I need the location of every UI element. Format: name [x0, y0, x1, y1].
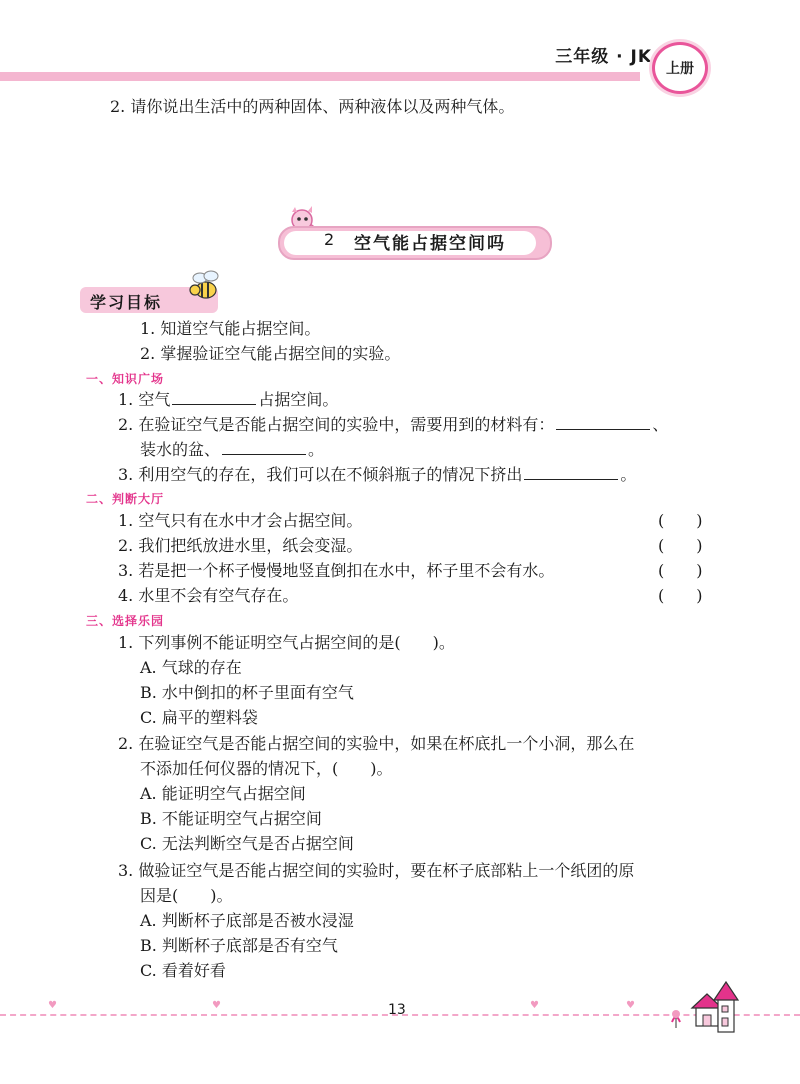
heart-icon: ♥: [48, 1000, 57, 1011]
goal-item: 2. 掌握验证空气能占据空间的实验。: [140, 344, 401, 363]
answer-blank[interactable]: [556, 413, 650, 430]
judge-item: 3. 若是把一个杯子慢慢地竖直倒扣在水中，杯子里不会有水。: [118, 561, 555, 580]
q1-text-post: 占据空间。: [258, 390, 339, 409]
choice-option[interactable]: C. 无法判断空气是否占据空间: [140, 834, 354, 853]
header-bar: [0, 72, 640, 81]
section-heading-judge: 二、判断大厅: [86, 492, 165, 506]
q2-end: 。: [308, 440, 325, 459]
fill-question-2-cont: [140, 438, 324, 461]
judge-item: 2. 我们把纸放进水里，纸会变湿。: [118, 536, 363, 555]
q2-text-cont: 装水的盆、: [140, 440, 221, 459]
answer-blank[interactable]: [172, 388, 256, 405]
answer-paren[interactable]: ( ): [658, 586, 703, 605]
heart-icon: ♥: [626, 1000, 635, 1011]
heart-icon: ♥: [212, 1000, 221, 1011]
choice-question-cont: 不添加任何仪器的情况下，( )。: [140, 759, 393, 778]
answer-paren[interactable]: ( ): [658, 561, 703, 580]
choice-question: 3. 做验证空气是否能占据空间的实验时，要在杯子底部粘上一个纸团的原: [118, 861, 635, 880]
section-heading-knowledge: 一、知识广场: [86, 372, 165, 386]
choice-option[interactable]: B. 水中倒扣的杯子里面有空气: [140, 683, 354, 702]
bee-mascot-icon: [184, 266, 224, 306]
fill-question-3: [118, 463, 636, 486]
q3-text: 3. 利用空气的存在，我们可以在不倾斜瓶子的情况下挤出: [118, 465, 523, 484]
heart-icon: ♥: [530, 1000, 539, 1011]
judge-item: 4. 水里不会有空气存在。: [118, 586, 299, 605]
q3-end: 。: [620, 465, 637, 484]
answer-blank[interactable]: [222, 438, 306, 455]
answer-paren[interactable]: ( ): [658, 511, 703, 530]
page-number: 13: [388, 1002, 406, 1018]
choice-question: 1. 下列事例不能证明空气占据空间的是( )。: [118, 633, 455, 652]
fill-question-1: [118, 388, 338, 411]
q2-sep: 、: [652, 415, 669, 434]
grade-label: 三年级 · JK: [555, 47, 652, 67]
prev-question: 2. 请你说出生活中的两种固体、两种液体以及两种气体。: [110, 97, 515, 116]
goals-heading: 学习目标: [90, 293, 163, 312]
choice-question-cont: 因是( )。: [140, 886, 233, 905]
answer-paren[interactable]: ( ): [658, 536, 703, 555]
choice-option[interactable]: A. 判断杯子底部是否被水浸湿: [140, 911, 354, 930]
fill-question-2: [118, 413, 668, 436]
answer-blank[interactable]: [524, 463, 618, 480]
choice-option[interactable]: B. 判断杯子底部是否有空气: [140, 936, 338, 955]
judge-item: 1. 空气只有在水中才会占据空间。: [118, 511, 363, 530]
choice-option[interactable]: A. 气球的存在: [140, 658, 242, 677]
choice-option[interactable]: A. 能证明空气占据空间: [140, 784, 306, 803]
choice-option[interactable]: B. 不能证明空气占据空间: [140, 809, 322, 828]
choice-option[interactable]: C. 扁平的塑料袋: [140, 708, 258, 727]
section-heading-choice: 三、选择乐园: [86, 614, 165, 628]
goal-item: 1. 知道空气能占据空间。: [140, 319, 321, 338]
choice-question: 2. 在验证空气是否能占据空间的实验中，如果在杯底扎一个小洞，那么在: [118, 734, 635, 753]
q2-text: 2. 在验证空气是否能占据空间的实验中，需要用到的材料有：: [118, 415, 555, 434]
tower-icon: [712, 980, 742, 1036]
volume-badge: 上册: [652, 42, 708, 94]
lesson-title: 空气能占据空间吗: [354, 234, 506, 254]
q1-text-pre: 1. 空气: [118, 390, 171, 409]
lesson-number: 2: [324, 230, 335, 249]
choice-option[interactable]: C. 看着好看: [140, 961, 226, 980]
